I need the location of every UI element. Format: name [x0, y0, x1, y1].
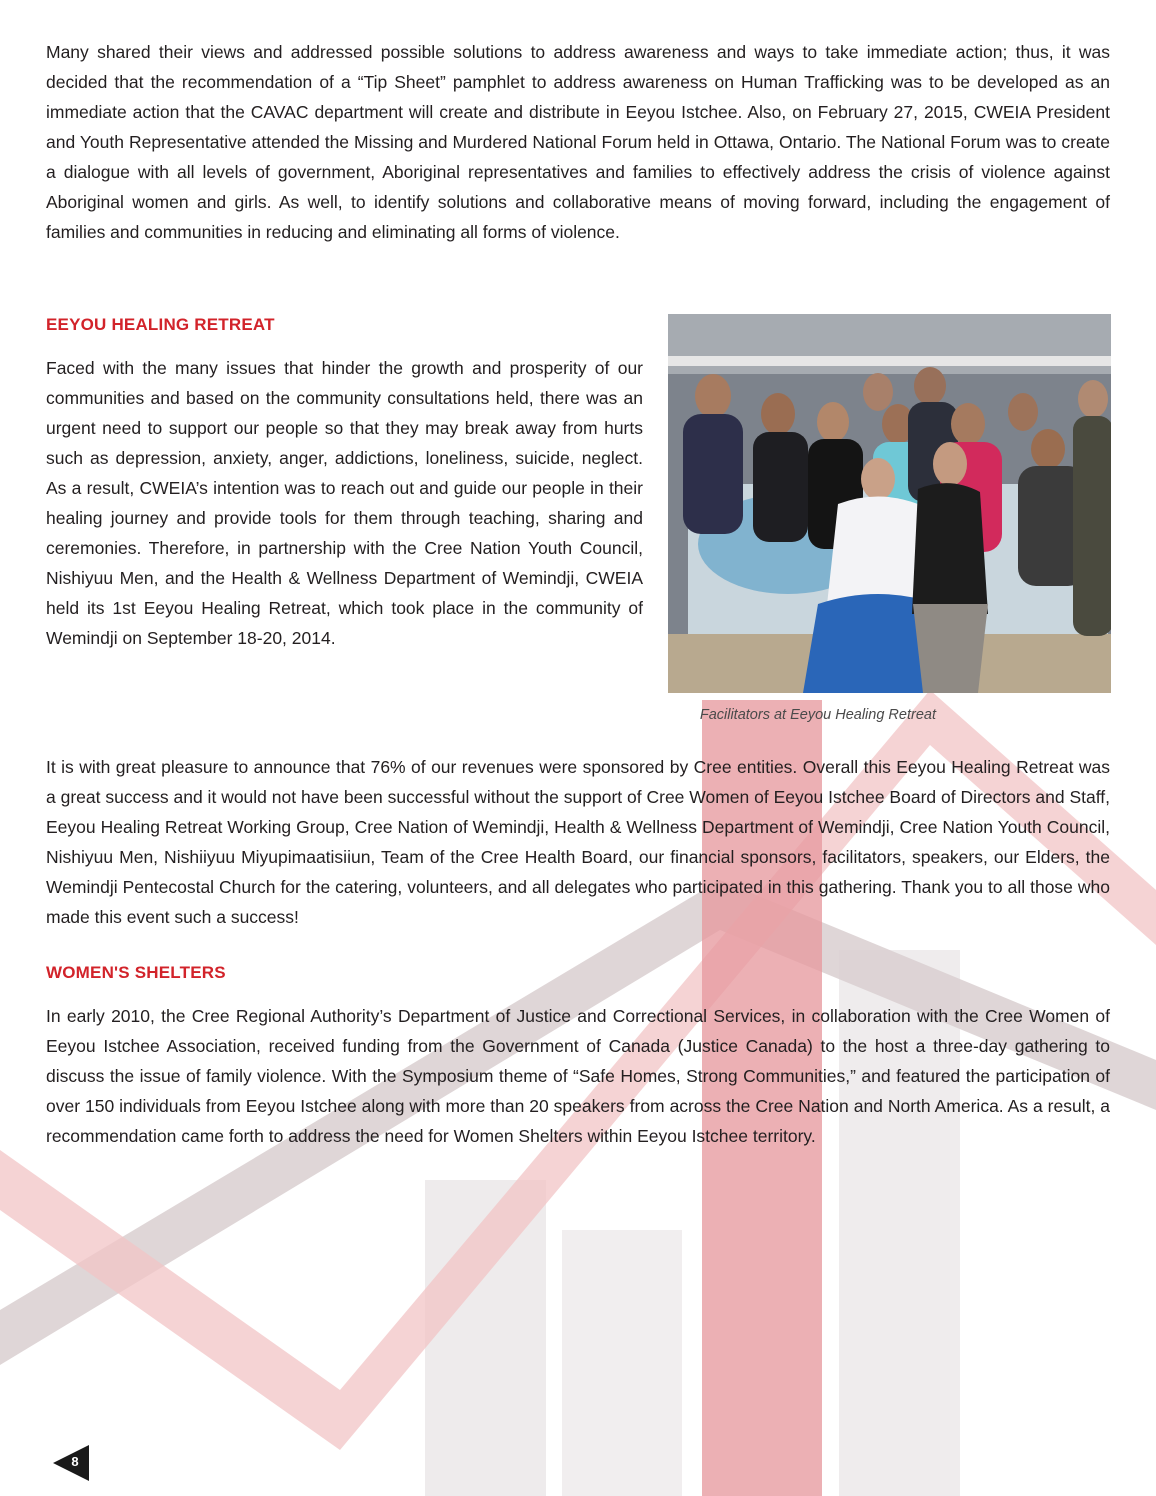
shelters-paragraph: In early 2010, the Cree Regional Authority’s Department of Justice and Correctional Services, in collaboration with the Cree Women of Eeyou Istchee Association, received funding from the Government of Canada (Justice Canada) to the host a three-day gathering to discuss the issue of family violence. With the Symposium theme of “Safe Homes, Strong Communities,” and featured the participation of over 150 individuals from Eeyou Istchee along with more than 20 speakers from across the Cree Nation and North America. As a result, a recommendation came forth to address the need for Women Shelters within Eeyou Istchee territory.	[46, 1006, 1110, 1146]
photo-caption: Facilitators at Eeyou Healing Retreat	[699, 707, 936, 723]
page-number: 8	[71, 1454, 79, 1469]
thanks-paragraph: It is with great pleasure to announce that 76% of our revenues were sponsored by Cree entities. Overall this Eeyou Healing Retreat was a great success and it would not have been successful without the support of Cree Women of Eeyou Istchee Board of Directors and Staff, Eeyou Healing Retreat Working Group, Cree Nation of Wemindji, Health & Wellness Department of Wemindji, Cree Nation Youth Council, Nishiyuu Men, Nishiiyuu Miyupimaatisiiun, Team of the Cree Health Board, our financial sponsors, facilitators, speakers, our Elders, the Wemindji Pentecostal Church for the catering, volunteers, and all delegates who participated in this gathering. Thank you to all those who made this event such a success!	[46, 757, 1110, 927]
group-photo	[668, 314, 1111, 693]
section-heading-healing-retreat: EEYOU HEALING RETREAT	[46, 315, 275, 334]
retreat-paragraph: Faced with the many issues that hinder the growth and prosperity of our communities and based on the community consultations held, there was an urgent need to support our people so that they may break away from hurts such as depression, anxiety, anger, addictions, loneliness, suicide, neglect. As a result, CWEIA’s intention was to reach out and guide our people in their healing journey and provide tools for them through teaching, sharing and ceremonies. Therefore, in partnership with the Cree Nation Youth Council, Nishiyuu Men, and the Health & Wellness Department of Wemindji, CWEIA held its 1st Eeyou Healing Retreat, which took place in the community of Wemindji on September 18-20, 2014.	[46, 358, 643, 648]
intro-paragraph: Many shared their views and addressed possible solutions to address awareness and ways to take immediate action; thus, it was decided that the recommendation of a “Tip Sheet” pamphlet to address awareness on Human Trafficking was to be developed as an immediate action that the CAVAC department will create and distribute in Eeyou Istchee. Also, on February 27, 2015, CWEIA President and Youth Representative attended the Missing and Murdered National Forum held in Ottawa, Ontario. The National Forum was to create a dialogue with all levels of government, Aboriginal representatives and families to effectively address the crisis of violence against Aboriginal women and girls. As well, to identify solutions and collaborative means of moving forward, including the engagement of families and communities in reducing and eliminating all forms of violence.	[46, 42, 1110, 242]
section-heading-womens-shelters: WOMEN'S SHELTERS	[46, 963, 226, 982]
